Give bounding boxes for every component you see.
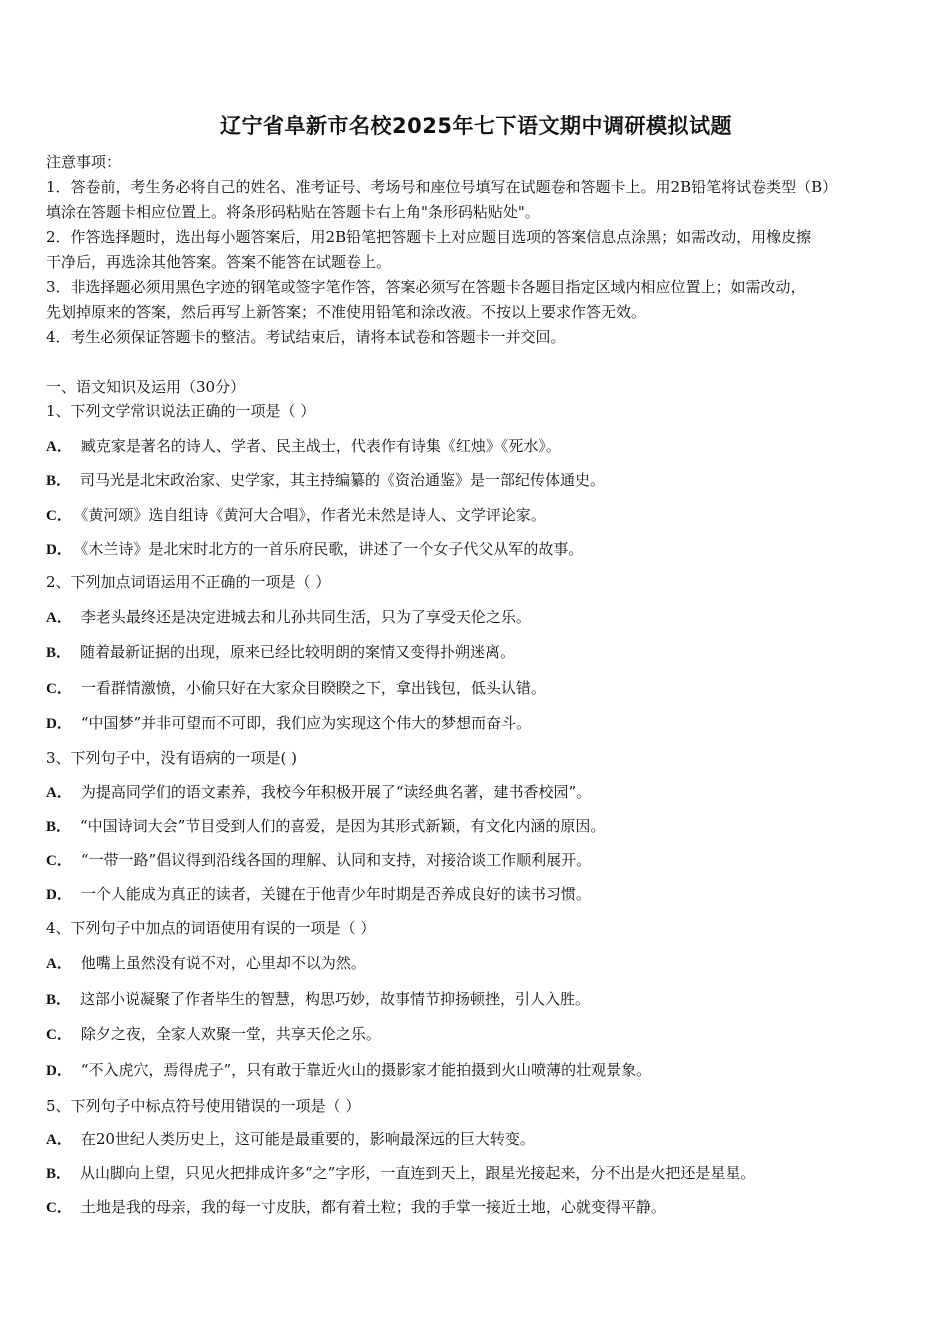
option-letter: B． [46,819,72,835]
option-letter: A． [46,610,72,626]
option-letter: A． [46,1132,72,1148]
option-letter: A． [46,956,72,972]
question-option[interactable] [46,953,366,974]
notice-line: 1．答卷前，考生务必将自己的姓名、准考证号、考场号和座位号填写在试题卷和答题卡上。用2B铅笔将试卷类型（B） [46,178,838,196]
question-stem: 3、下列句子中，没有语病的一项是( ) [46,749,298,767]
question-option[interactable] [46,539,583,560]
question-option[interactable] [46,782,591,803]
option-text: “不入虎穴，焉得虎子”，只有敢于靠近火山的摄影家才能拍摄到火山喷薄的壮观景象。 [80,1061,652,1079]
option-text: “中国梦”并非可望而不可即，我们应为实现这个伟大的梦想而奋斗。 [80,714,532,732]
option-letter: A． [46,439,72,455]
question-option[interactable] [46,1129,535,1150]
option-text: “中国诗词大会”节目受到人们的喜爱，是因为其形式新颖，有文化内涵的原因。 [80,817,606,835]
question-option[interactable] [46,1163,755,1184]
question-option[interactable] [46,713,531,734]
notice-heading: 注意事项： [46,153,122,171]
option-text: 他嘴上虽然没有说不对，心里却不以为然。 [80,954,366,972]
question-option[interactable] [46,505,546,526]
option-letter: C． [46,508,72,524]
option-text: 《黄河颂》选自组诗《黄河大合唱》，作者光未然是诗人、文学评论家。 [80,506,546,524]
option-text: 为提高同学们的语文素养，我校今年积极开展了“读经典名著，建书香校园”。 [80,783,592,801]
question-option[interactable] [46,884,591,905]
option-letter: D． [46,887,72,903]
question-option[interactable] [46,642,515,663]
notice-line: 4．考生必须保证答题卡的整洁。考试结束后，请将本试卷和答题卡一并交回。 [46,328,566,346]
option-text: 一个人能成为真正的读者，关键在于他青少年时期是否养成良好的读书习惯。 [80,885,591,903]
page-title: 辽宁省阜新市名校2025年七下语文期中调研模拟试题 [220,114,732,138]
option-letter: B． [46,645,72,661]
section-heading: 一、语文知识及运用（30分） [46,378,246,396]
question-stem: 2、下列加点词语运用不正确的一项是（ ） [46,573,331,591]
notice-line: 3．非选择题必须用黑色字迹的钢笔或签字笔作答，答案必须写在答题卡各题目指定区域内相应位置上；如需改动， [46,278,806,296]
option-letter: B． [46,473,72,489]
notice-line: 干净后，再选涂其他答案。答案不能答在试题卷上。 [46,253,392,271]
option-text: 除夕之夜，全家人欢聚一堂，共享天伦之乐。 [80,1025,381,1043]
option-text: “一带一路”倡议得到沿线各国的理解、认同和支持，对接洽谈工作顺利展开。 [80,851,592,869]
option-letter: D． [46,716,72,732]
question-option[interactable] [46,470,605,491]
option-letter: C． [46,1027,72,1043]
option-text: 《木兰诗》是北宋时北方的一首乐府民歌，讲述了一个女子代父从军的故事。 [80,540,584,558]
question-option[interactable] [46,1060,651,1081]
question-stem: 1、下列文学常识说法正确的一项是（ ） [46,402,316,420]
question-option[interactable] [46,1024,381,1045]
question-stem: 4、下列句子中加点的词语使用有误的一项是（ ） [46,919,376,937]
option-text: 一看群情激愤，小偷只好在大家众目睽睽之下，拿出钱包，低头认错。 [80,679,546,697]
option-letter: C． [46,1200,72,1216]
notice-line: 填涂在答题卡相应位置上。将条形码粘贴在答题卡右上角"条形码粘贴处"。 [46,203,540,221]
question-option[interactable] [46,850,591,871]
question-option[interactable] [46,989,590,1010]
option-text: 李老头最终还是决定进城去和儿孙共同生活，只为了享受天伦之乐。 [80,608,531,626]
option-letter: C． [46,681,72,697]
option-text: 司马光是北宋政治家、史学家，其主持编纂的《资治通鉴》是一部纪传体通史。 [80,471,606,489]
option-letter: D． [46,542,72,558]
question-option[interactable] [46,1197,666,1218]
option-letter: D． [46,1063,72,1079]
notice-line: 2．作答选择题时，选出每小题答案后，用2B铅笔把答题卡上对应题目选项的答案信息点涂黑；如需改动，用橡皮擦 [46,228,812,246]
option-letter: B． [46,1166,72,1182]
option-text: 臧克家是著名的诗人、学者、民主战士，代表作有诗集《红烛》《死水》。 [80,437,561,455]
question-option[interactable] [46,607,531,628]
option-letter: B． [46,992,72,1008]
option-text: 这部小说凝聚了作者毕生的智慧，构思巧妙，故事情节抑扬顿挫，引人入胜。 [80,990,591,1008]
option-letter: A． [46,785,72,801]
option-text: 在20世纪人类历史上，这可能是最重要的，影响最深远的巨大转变。 [80,1130,535,1148]
question-option[interactable] [46,436,561,457]
option-letter: C． [46,853,72,869]
option-text: 随着最新证据的出现，原来已经比较明朗的案情又变得扑朔迷离。 [80,643,516,661]
question-option[interactable] [46,816,605,837]
option-text: 从山脚向上望，只见火把排成许多“之”字形，一直连到天上，跟星光接起来，分不出是火把还是星星。 [80,1164,756,1182]
notice-line: 先划掉原来的答案，然后再写上新答案；不准使用铅笔和涂改液。不按以上要求作答无效。 [46,303,647,321]
question-stem: 5、下列句子中标点符号使用错误的一项是（ ） [46,1097,361,1115]
question-option[interactable] [46,678,546,699]
option-text: 土地是我的母亲，我的每一寸皮肤，都有着土粒；我的手掌一接近土地，心就变得平静。 [80,1198,666,1216]
